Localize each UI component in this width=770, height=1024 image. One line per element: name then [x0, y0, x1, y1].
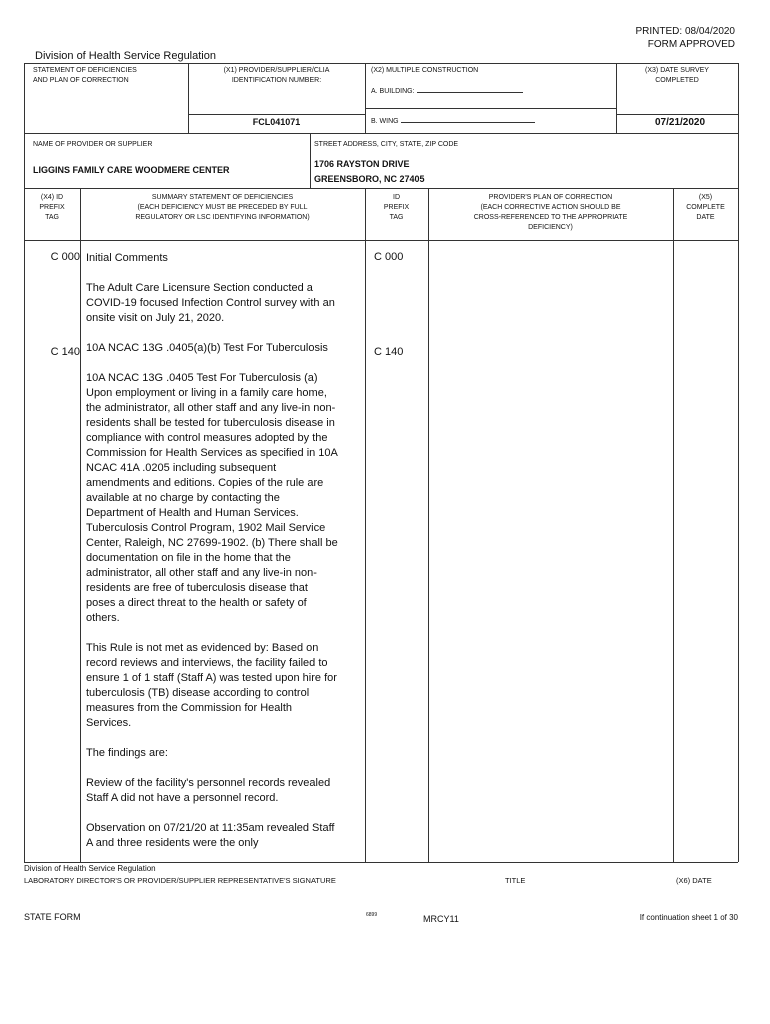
wing-field: [371, 114, 535, 127]
divider: [24, 63, 738, 64]
form-code: 6899: [366, 912, 378, 918]
statement-label-line: AND PLAN OF CORRECTION: [33, 77, 129, 84]
header-line: DATE: [696, 214, 715, 221]
wing-label: B. WING: [371, 118, 399, 125]
divider: [24, 188, 738, 189]
header-line: PREFIX: [383, 204, 410, 211]
print-info: [636, 25, 736, 51]
divider: [673, 188, 674, 862]
signature-label: LABORATORY DIRECTOR'S OR PROVIDER/SUPPLIER REPRESENTATIVE'S SIGNATURE: [24, 876, 336, 885]
form-approved: FORM APPROVED: [647, 39, 735, 50]
divider: [365, 108, 616, 109]
header-line: TAG: [45, 214, 59, 221]
header-line: REGULATORY OR LSC IDENTIFYING INFORMATION): [135, 214, 310, 221]
continuation-sheet: If continuation sheet 1 of 30: [639, 913, 738, 922]
c140-title: 10A NCAC 13G .0405(a)(b) Test For Tuberculosis: [86, 342, 328, 354]
provider-name: LIGGINS FAMILY CARE WOODMERE CENTER: [33, 165, 230, 175]
header-line: (EACH CORRECTIVE ACTION SHOULD BE: [480, 204, 621, 211]
c140-para1: 10A NCAC 13G .0405 Test For Tuberculosis (a) Upon employment or living in a family care home, the administrator, all other staff and any live-in non-residents shall be tested for tuberculosis disease in compliance with control measures adopted by the Commission for Health Services as specified in 10A NCAC 41A .0205 including subsequent amendments and editions. Copies of the rule are available at no charge by contacting the Department of Health and Human Services. Tuberculosis Control Program, 1902 Mail Service Center, Raleigh, NC 27699-1902. (b) There shall be documentation on file in the home that the administrator, all other staff and any live-in non-residents are free of tuberculosis disease that poses a direct threat to the health or safety of others.: [86, 372, 338, 624]
divider: [80, 188, 81, 862]
divider: [24, 63, 25, 862]
c140-para3: The findings are:: [86, 747, 168, 759]
divider: [738, 63, 739, 862]
header-line: DEFICIENCY): [528, 224, 573, 231]
x2-label: (X2) MULTIPLE CONSTRUCTION: [371, 67, 479, 74]
x6-date-label: (X6) DATE: [676, 876, 712, 885]
c140-para5: Observation on 07/21/20 at 11:35am revealed Staff A and three residents were the only: [86, 822, 335, 849]
divider: [365, 188, 366, 862]
header-line: CROSS-REFERENCED TO THE APPROPRIATE: [473, 214, 628, 221]
summary-header: [80, 193, 365, 223]
header-line: (X4) ID: [40, 194, 64, 201]
divider: [24, 240, 738, 241]
x1-label: [188, 66, 365, 86]
plan-header: [428, 193, 673, 233]
x3-label-line: COMPLETED: [655, 77, 699, 84]
divider: [616, 114, 738, 115]
building-field: [371, 84, 523, 97]
state-form: STATE FORM: [24, 912, 81, 922]
header-line: PREFIX: [39, 204, 65, 211]
building-blank: [417, 84, 523, 93]
header-line: COMPLETE: [686, 204, 725, 211]
x4-header: [24, 193, 80, 223]
survey-date: 07/21/2020: [655, 117, 706, 128]
c140-id: C 140: [374, 346, 404, 358]
building-label: A. BUILDING:: [371, 88, 415, 95]
address: [314, 157, 425, 187]
provider-id: FCL041071: [252, 117, 301, 127]
x5-header: [673, 193, 738, 223]
c000-title: Initial Comments: [86, 252, 168, 264]
address-line: 1706 RAYSTON DRIVE: [314, 159, 410, 169]
header-line: SUMMARY STATEMENT OF DEFICIENCIES: [151, 194, 294, 201]
x1-label-line: (X1) PROVIDER/SUPPLIER/CLIA: [223, 67, 330, 74]
printed-date: PRINTED: 08/04/2020: [635, 26, 735, 37]
provider-name-label: NAME OF PROVIDER OR SUPPLIER: [33, 141, 153, 148]
address-label: STREET ADDRESS, CITY, STATE, ZIP CODE: [314, 141, 459, 148]
wing-blank: [401, 114, 535, 123]
c140-tag: C 140: [50, 346, 80, 358]
divider: [310, 133, 311, 188]
x3-label: [616, 66, 738, 86]
x3-label-line: (X3) DATE SURVEY: [645, 67, 709, 74]
address-line: GREENSBORO, NC 27405: [314, 174, 425, 184]
c140-para4: Review of the facility's personnel records revealed Staff A did not have a personnel record.: [86, 777, 331, 804]
divider: [365, 63, 366, 133]
statement-label-line: STATEMENT OF DEFICIENCIES: [33, 67, 137, 74]
divider: [428, 188, 429, 862]
divider: [188, 114, 365, 115]
divider: [24, 862, 738, 863]
header-line: (EACH DEFICIENCY MUST BE PRECEDED BY FULL: [137, 204, 308, 211]
statement-label: [33, 66, 137, 86]
division-title: Division of Health Service Regulation: [35, 50, 216, 62]
c000-text: The Adult Care Licensure Section conducted a COVID-19 focused Infection Control survey with an onsite visit on July 21, 2020.: [86, 282, 335, 324]
divider: [24, 133, 738, 134]
deficiency-text: [86, 251, 338, 851]
c000-id: C 000: [374, 251, 404, 263]
footer-division: Division of Health Service Regulation: [24, 864, 156, 873]
c140-para2: This Rule is not met as evidenced by: Based on record reviews and interviews, the facility failed to ensure 1 of 1 staff (Staff A) was tested upon hire for tuberculosis (TB) disease according to control measures from the Commission for Health Services.: [86, 642, 337, 729]
id-header: [365, 193, 428, 223]
title-label: TITLE: [505, 876, 526, 885]
header-line: ID: [393, 194, 400, 201]
mrcy-code: MRCY11: [423, 914, 459, 924]
header-line: TAG: [389, 214, 404, 221]
header-line: PROVIDER'S PLAN OF CORRECTION: [488, 194, 613, 201]
c000-tag: C 000: [50, 251, 80, 263]
header-line: (X5): [698, 194, 713, 201]
x1-label-line: IDENTIFICATION NUMBER:: [231, 77, 322, 84]
